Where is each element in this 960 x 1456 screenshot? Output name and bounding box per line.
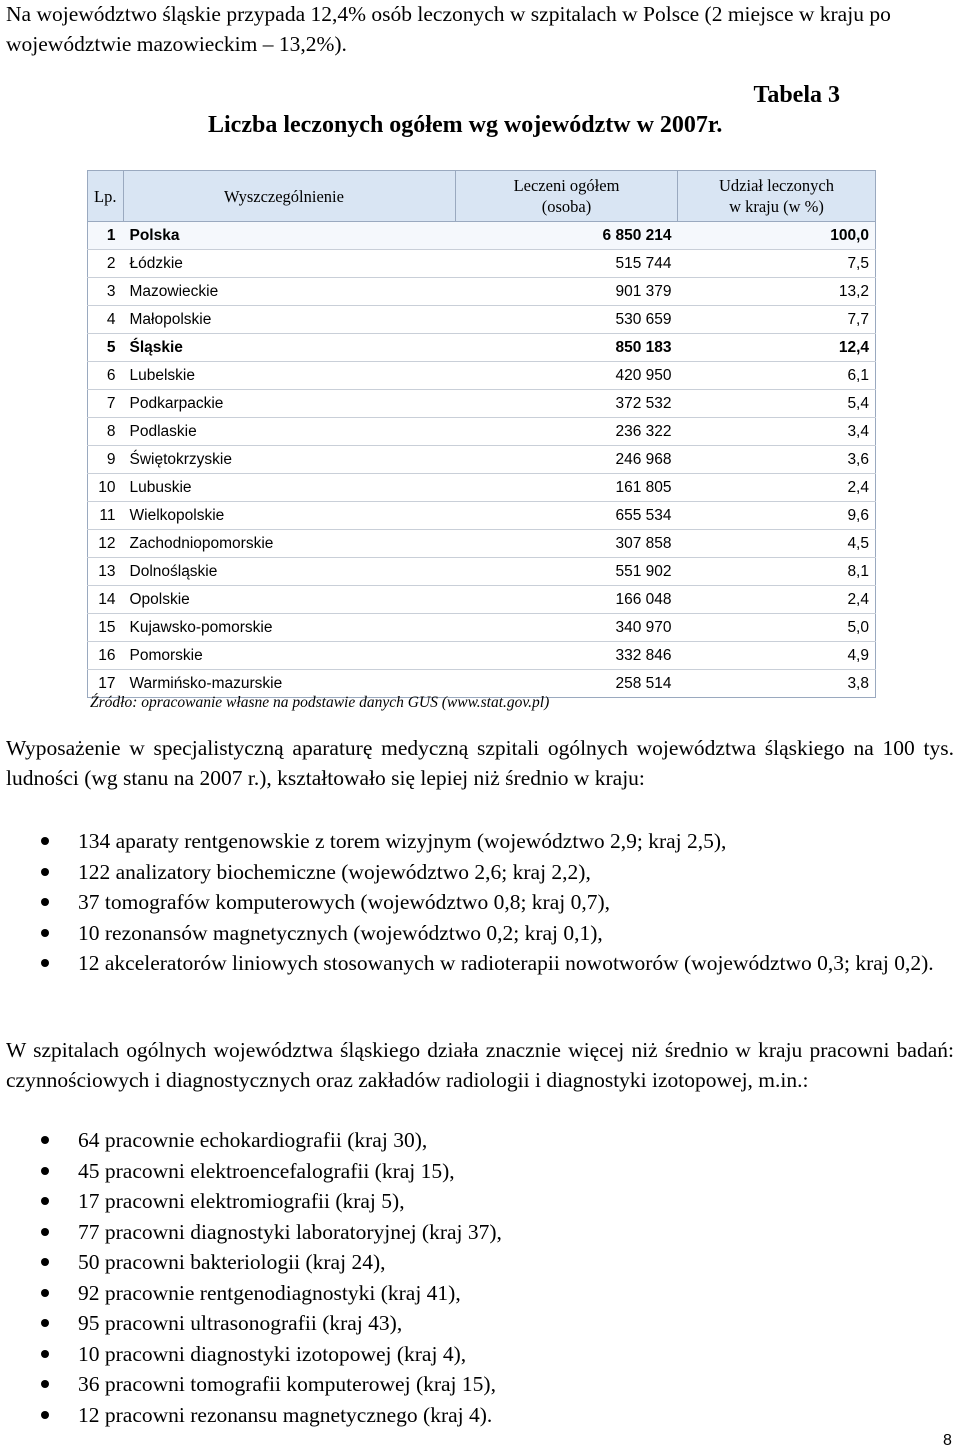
bullet-icon — [41, 1136, 49, 1144]
cell-total: 530 659 — [456, 306, 678, 334]
cell-share: 3,6 — [678, 446, 876, 474]
table-row — [88, 306, 876, 334]
list-item-text: 45 pracowni elektroencefalografii (kraj 15), — [78, 1158, 455, 1183]
equipment-list-item — [0, 857, 960, 888]
cell-name: Lubelskie — [124, 362, 456, 390]
cell-share: 7,5 — [678, 250, 876, 278]
cell-share: 4,9 — [678, 642, 876, 670]
bullet-icon — [41, 1411, 49, 1419]
cell-total: 340 970 — [456, 614, 678, 642]
labs-list-item — [0, 1308, 960, 1339]
list-item-text: 36 pracowni tomografii komputerowej (kraj 15), — [78, 1372, 496, 1396]
labs-list-item — [0, 1339, 960, 1370]
list-item-text: 122 analizatory biochemiczne (województwo 2,6; kraj 2,2), — [78, 859, 591, 884]
labs-list-item — [0, 1369, 960, 1400]
cell-name: Śląskie — [124, 334, 456, 362]
table-row — [88, 390, 876, 418]
cell-name: Warmińsko-mazurskie — [124, 670, 456, 698]
cell-total: 420 950 — [456, 362, 678, 390]
cell-lp: 3 — [88, 278, 124, 306]
cell-lp: 13 — [88, 558, 124, 586]
bullet-icon — [41, 1319, 49, 1327]
cell-name: Mazowieckie — [124, 278, 456, 306]
table-row — [88, 250, 876, 278]
cell-name: Zachodniopomorskie — [124, 530, 456, 558]
table-row — [88, 278, 876, 306]
table-row — [88, 222, 876, 250]
cell-total: 161 805 — [456, 474, 678, 502]
table-row — [88, 614, 876, 642]
table-row — [88, 474, 876, 502]
cell-name: Opolskie — [124, 586, 456, 614]
bullet-icon — [41, 1380, 49, 1388]
list-item-text: 134 aparaty rentgenowskie z torem wizyjnym (województwo 2,9; kraj 2,5), — [78, 829, 727, 853]
table-row — [88, 418, 876, 446]
cell-lp: 11 — [88, 502, 124, 530]
cell-share: 5,4 — [678, 390, 876, 418]
cell-lp: 1 — [88, 222, 124, 250]
table-row — [88, 362, 876, 390]
labs-list-item — [0, 1125, 960, 1156]
bullet-icon — [41, 929, 49, 937]
bullet-icon — [41, 1228, 49, 1236]
header-total-line1: Leczeni ogółem — [513, 176, 620, 195]
cell-share: 8,1 — [678, 558, 876, 586]
cell-total: 236 322 — [456, 418, 678, 446]
list-item-text: 37 tomografów komputerowych (województwo 0,8; kraj 0,7), — [78, 890, 611, 914]
equipment-list-item — [0, 918, 960, 949]
labs-list-item — [0, 1278, 960, 1309]
cell-lp: 6 — [88, 362, 124, 390]
bullet-icon — [41, 898, 49, 906]
bullet-icon — [41, 1350, 49, 1358]
cell-share: 5,0 — [678, 614, 876, 642]
header-share-line1: Udział leczonych — [719, 176, 834, 195]
header-total — [456, 171, 678, 222]
header-name: Wyszczególnienie — [124, 171, 456, 222]
table-row — [88, 334, 876, 362]
cell-share: 9,6 — [678, 502, 876, 530]
cell-name: Kujawsko-pomorskie — [124, 614, 456, 642]
equipment-paragraph: Wyposażenie w specjalistyczną aparaturę medyczną szpitali ogólnych województwa śląskiego na 100 tys. ludności (wg stanu na 2007 r.), kształtowało się lepiej niż średnio w kraju: — [6, 736, 954, 790]
labs-list-item — [0, 1247, 960, 1278]
table-row — [88, 586, 876, 614]
cell-name: Pomorskie — [124, 642, 456, 670]
cell-lp: 10 — [88, 474, 124, 502]
bullet-icon — [41, 1289, 49, 1297]
cell-total: 515 744 — [456, 250, 678, 278]
cell-name: Wielkopolskie — [124, 502, 456, 530]
intro-paragraph: Na województwo śląskie przypada 12,4% osób leczonych w szpitalach w Polsce (2 miejsce w kraju po województwie mazowieckim – 13,2%). — [6, 2, 891, 56]
list-item-text: 10 rezonansów magnetycznych (województwo 0,2; kraj 0,1), — [78, 920, 603, 945]
cell-total: 655 534 — [456, 502, 678, 530]
labs-list-item — [0, 1186, 960, 1217]
cell-share: 7,7 — [678, 306, 876, 334]
cell-share: 12,4 — [678, 334, 876, 362]
cell-lp: 2 — [88, 250, 124, 278]
cell-lp: 7 — [88, 390, 124, 418]
cell-lp: 5 — [88, 334, 124, 362]
table-row — [88, 558, 876, 586]
header-share — [678, 171, 876, 222]
cell-total: 372 532 — [456, 390, 678, 418]
cell-lp: 8 — [88, 418, 124, 446]
cell-share: 2,4 — [678, 474, 876, 502]
table-row — [88, 642, 876, 670]
table-row — [88, 446, 876, 474]
table-header-row — [88, 171, 876, 222]
cell-name: Podkarpackie — [124, 390, 456, 418]
cell-lp: 14 — [88, 586, 124, 614]
list-item-text: 95 pracowni ultrasonografii (kraj 43), — [78, 1311, 403, 1335]
list-item-text: 12 pracowni rezonansu magnetycznego (kraj 4). — [78, 1402, 493, 1427]
table-title: Liczba leczonych ogółem wg województw w 2007r. — [208, 112, 723, 138]
bullet-icon — [41, 868, 49, 876]
cell-name: Łódzkie — [124, 250, 456, 278]
cell-total: 258 514 — [456, 670, 678, 698]
bullet-icon — [41, 837, 49, 845]
labs-list — [0, 1125, 960, 1430]
cell-lp: 17 — [88, 670, 124, 698]
cell-share: 3,4 — [678, 418, 876, 446]
cell-share: 3,8 — [678, 670, 876, 698]
table-body — [88, 222, 876, 698]
labs-list-item — [0, 1156, 960, 1187]
cell-share: 13,2 — [678, 278, 876, 306]
equipment-list-item — [0, 887, 960, 918]
equipment-list-item — [0, 948, 960, 979]
cell-name: Lubuskie — [124, 474, 456, 502]
list-item-text: 10 pracowni diagnostyki izotopowej (kraj 4), — [78, 1341, 467, 1366]
cell-share: 2,4 — [678, 586, 876, 614]
cell-total: 246 968 — [456, 446, 678, 474]
equipment-list-item — [0, 826, 960, 857]
cell-lp: 4 — [88, 306, 124, 334]
cell-share: 4,5 — [678, 530, 876, 558]
bullet-icon — [41, 1167, 49, 1175]
cell-lp: 12 — [88, 530, 124, 558]
cell-name: Podlaskie — [124, 418, 456, 446]
table-label: Tabela 3 — [753, 82, 840, 108]
cell-share: 100,0 — [678, 222, 876, 250]
labs-list-item — [0, 1217, 960, 1248]
cell-name: Małopolskie — [124, 306, 456, 334]
labs-list-item — [0, 1400, 960, 1431]
labs-paragraph: W szpitalach ogólnych województwa śląskiego działa znacznie więcej niż średnio w kraju pracowni badań: czynnościowych i diagnostycznych oraz zakładów radiologii i diagnostyki izotopowej, m.in.: — [6, 1038, 954, 1092]
table-row — [88, 502, 876, 530]
list-item-text: 12 akceleratorów liniowych stosowanych w radioterapii nowotworów (województwo 0,3; kraj 0,2). — [78, 951, 934, 975]
cell-share: 6,1 — [678, 362, 876, 390]
header-share-line2: w kraju (w %) — [729, 197, 824, 216]
header-lp: Lp. — [88, 171, 124, 222]
bullet-icon — [41, 1258, 49, 1266]
cell-name: Dolnośląskie — [124, 558, 456, 586]
list-item-text: 92 pracownie rentgenodiagnostyki (kraj 41), — [78, 1280, 461, 1305]
cell-total: 551 902 — [456, 558, 678, 586]
patients-table — [87, 170, 876, 698]
list-item-text: 17 pracowni elektromiografii (kraj 5), — [78, 1189, 405, 1213]
cell-lp: 9 — [88, 446, 124, 474]
equipment-list — [0, 826, 960, 979]
table-row — [88, 530, 876, 558]
cell-total: 850 183 — [456, 334, 678, 362]
list-item-text: 77 pracowni diagnostyki laboratoryjnej (kraj 37), — [78, 1219, 502, 1244]
cell-name: Świętokrzyskie — [124, 446, 456, 474]
table-source-note: Źródło: opracowanie własne na podstawie danych GUS (www.stat.gov.pl) — [90, 694, 550, 711]
bullet-icon — [41, 959, 49, 967]
list-item-text: 50 pracowni bakteriologii (kraj 24), — [78, 1250, 386, 1274]
cell-lp: 16 — [88, 642, 124, 670]
cell-total: 6 850 214 — [456, 222, 678, 250]
cell-name: Polska — [124, 222, 456, 250]
cell-total: 901 379 — [456, 278, 678, 306]
cell-total: 166 048 — [456, 586, 678, 614]
cell-total: 332 846 — [456, 642, 678, 670]
bullet-icon — [41, 1197, 49, 1205]
cell-total: 307 858 — [456, 530, 678, 558]
header-total-line2: (osoba) — [541, 197, 592, 216]
list-item-text: 64 pracownie echokardiografii (kraj 30), — [78, 1128, 428, 1152]
page-number: 8 — [943, 1432, 952, 1449]
cell-lp: 15 — [88, 614, 124, 642]
